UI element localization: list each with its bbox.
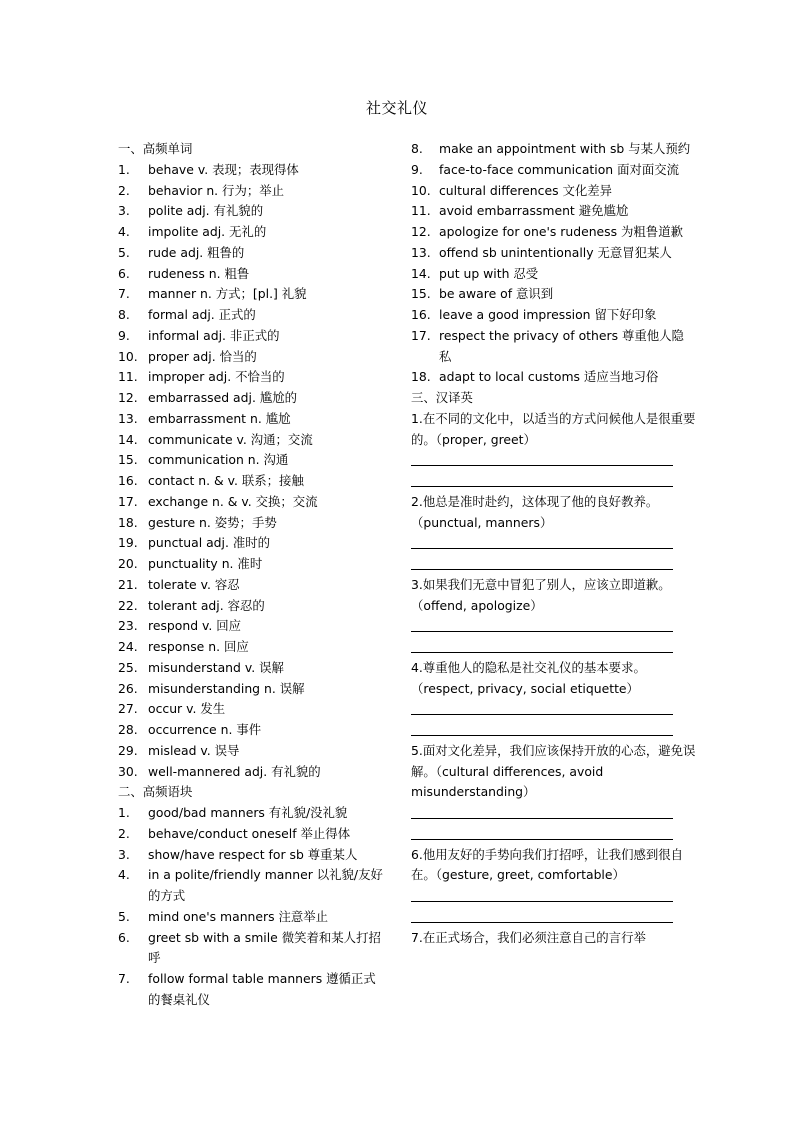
left-column	[118, 139, 388, 1011]
item-text: make an appointment with sb 与某人预约	[439, 141, 691, 156]
answer-line[interactable]	[411, 533, 673, 554]
item-number: 22.	[118, 597, 138, 613]
item-text: well-mannered adj. 有礼貌的	[148, 763, 321, 779]
item-text: mind one's manners 注意举止	[148, 908, 329, 924]
item-number: 15.	[411, 286, 431, 302]
item-text: proper adj. 恰当的	[148, 348, 257, 364]
vocab-item	[118, 201, 388, 222]
item-text: contact n. & v. 联系；接触	[148, 473, 304, 488]
item-number: 7.	[118, 971, 130, 986]
phrase-item	[118, 907, 388, 928]
vocab-item	[118, 679, 388, 700]
phrase-item	[411, 326, 696, 368]
item-text: misunderstand v. 误解	[148, 659, 284, 675]
answer-line[interactable]	[411, 720, 673, 741]
answer-line[interactable]	[411, 803, 673, 824]
vocab-item	[118, 741, 388, 762]
translation-question: 4.尊重他人的隐私是社交礼仪的基本要求。（respect, privacy, social etiquette）	[411, 659, 646, 696]
item-text: rudeness n. 粗鲁	[148, 265, 250, 281]
item-text: improper adj. 不恰当的	[148, 369, 285, 385]
vocab-item	[118, 409, 388, 430]
item-number: 1.	[118, 161, 130, 177]
section-1-heading: 一、高频单词	[118, 141, 193, 156]
item-number: 6.	[118, 265, 130, 281]
phrase-item	[118, 824, 388, 845]
vocab-item	[118, 658, 388, 679]
item-text: leave a good impression 留下好印象	[439, 307, 657, 322]
item-text: follow formal table manners 遵循正式的餐桌礼仪	[148, 971, 376, 1007]
vocab-item	[118, 575, 388, 596]
item-number: 10.	[118, 348, 138, 364]
item-number: 11.	[118, 369, 138, 385]
answer-line[interactable]	[411, 637, 673, 658]
item-text: manner n. 方式；[pl.] 礼貌	[148, 286, 307, 302]
item-text: face-to-face communication 面对面交流	[439, 161, 680, 177]
item-number: 21.	[118, 576, 138, 592]
item-number: 17.	[118, 493, 138, 509]
item-text: punctuality n. 准时	[148, 556, 263, 571]
item-text: response n. 回应	[148, 639, 249, 654]
answer-line[interactable]	[411, 699, 673, 720]
item-number: 20.	[118, 556, 138, 571]
item-number: 4.	[118, 867, 130, 883]
vocab-item	[118, 181, 388, 202]
phrase-list-part1	[118, 803, 388, 1011]
item-number: 5.	[118, 908, 130, 924]
item-number: 8.	[118, 307, 130, 322]
item-number: 27.	[118, 701, 138, 717]
item-text: misunderstanding n. 误解	[148, 680, 305, 696]
item-number: 8.	[411, 141, 423, 156]
phrase-item	[411, 201, 696, 222]
answer-line[interactable]	[411, 554, 673, 575]
vocab-item	[118, 720, 388, 741]
item-text: formal adj. 正式的	[148, 307, 256, 322]
vocab-item	[118, 699, 388, 720]
item-number: 6.	[118, 929, 130, 945]
item-number: 3.	[118, 846, 130, 862]
answer-line[interactable]	[411, 450, 673, 471]
item-number: 14.	[411, 265, 431, 281]
phrase-item	[411, 222, 696, 243]
item-number: 10.	[411, 182, 431, 198]
phrase-item	[118, 803, 388, 824]
translation-question: 1.在不同的文化中，以适当的方式问候他人是很重要的。（proper, greet）	[411, 410, 696, 447]
item-number: 9.	[411, 161, 423, 177]
item-number: 5.	[118, 244, 130, 260]
vocab-item	[118, 513, 388, 534]
item-text: communication n. 沟通	[148, 452, 289, 468]
vocab-item	[118, 243, 388, 264]
item-number: 23.	[118, 618, 138, 634]
item-number: 17.	[411, 327, 431, 343]
item-number: 3.	[118, 203, 130, 219]
item-text: avoid embarrassment 避免尴尬	[439, 203, 629, 219]
phrase-item	[118, 845, 388, 866]
phrase-item	[411, 367, 696, 388]
vocab-item	[118, 388, 388, 409]
item-text: embarrassment n. 尴尬	[148, 410, 291, 426]
item-number: 2.	[118, 182, 130, 198]
item-number: 16.	[411, 307, 431, 322]
vocab-item	[118, 264, 388, 285]
item-number: 29.	[118, 742, 138, 758]
phrase-item	[411, 305, 696, 326]
phrase-item	[118, 865, 388, 907]
item-number: 30.	[118, 763, 138, 779]
vocab-item	[118, 596, 388, 617]
item-number: 15.	[118, 452, 138, 468]
vocab-item	[118, 222, 388, 243]
item-number: 12.	[411, 224, 431, 239]
item-text: occurrence n. 事件	[148, 722, 262, 737]
item-number: 25.	[118, 659, 138, 675]
item-number: 28.	[118, 722, 138, 737]
item-text: occur v. 发生	[148, 701, 226, 717]
translation-questions	[411, 409, 696, 949]
item-text: respond v. 回应	[148, 618, 242, 634]
translation-question: 2.他总是准时赴约，这体现了他的良好教养。（punctual, manners）	[411, 493, 659, 530]
phrase-item	[118, 928, 388, 970]
vocab-item	[118, 347, 388, 368]
item-text: communicate v. 沟通；交流	[148, 431, 313, 447]
item-text: behave v. 表现；表现得体	[148, 161, 299, 177]
item-number: 13.	[411, 244, 431, 260]
item-text: greet sb with a smile 微笑着和某人打招呼	[148, 929, 381, 966]
page-title: 社交礼仪	[365, 99, 428, 117]
item-text: respect the privacy of others 尊重他人隐私	[439, 327, 684, 364]
item-text: polite adj. 有礼貌的	[148, 203, 264, 219]
vocab-item	[118, 367, 388, 388]
item-text: behavior n. 行为；举止	[148, 182, 285, 198]
item-text: tolerant adj. 容忍的	[148, 597, 265, 613]
phrase-item	[411, 160, 696, 181]
vocab-item	[118, 762, 388, 783]
answer-line[interactable]	[411, 471, 673, 492]
item-text: tolerate v. 容忍	[148, 576, 240, 592]
item-number: 9.	[118, 327, 130, 343]
vocab-item	[118, 533, 388, 554]
item-number: 1.	[118, 805, 130, 820]
phrase-item	[411, 243, 696, 264]
vocab-item	[118, 450, 388, 471]
item-number: 4.	[118, 224, 130, 239]
translation-question: 7.在正式场合，我们必须注意自己的言行举	[411, 929, 646, 945]
item-number: 12.	[118, 390, 138, 405]
vocab-item	[118, 160, 388, 181]
item-number: 13.	[118, 410, 138, 426]
vocabulary-list	[118, 160, 388, 783]
vocab-item	[118, 616, 388, 637]
item-text: gesture n. 姿势；手势	[148, 514, 277, 530]
translation-question: 6.他用友好的手势向我们打招呼，让我们感到很自在。（gesture, greet, comfortable）	[411, 846, 684, 883]
vocab-item	[118, 430, 388, 451]
vocab-item	[118, 637, 388, 658]
item-number: 11.	[411, 203, 431, 219]
item-text: cultural differences 文化差异	[439, 182, 613, 198]
item-number: 16.	[118, 473, 138, 488]
vocab-item	[118, 284, 388, 305]
answer-line[interactable]	[411, 886, 673, 907]
item-text: embarrassed adj. 尴尬的	[148, 390, 298, 405]
phrase-item	[118, 969, 388, 1011]
item-number: 18.	[411, 369, 431, 385]
item-text: put up with 忍受	[439, 265, 539, 281]
translation-question: 3.如果我们无意中冒犯了别人，应该立即道歉。（offend, apologize）	[411, 576, 671, 613]
section-2-heading: 二、高频语块	[118, 784, 193, 800]
item-text: good/bad manners 有礼貌/没礼貌	[148, 805, 348, 820]
vocab-item	[118, 554, 388, 575]
item-text: behave/conduct oneself 举止得体	[148, 825, 351, 841]
vocab-item	[118, 492, 388, 513]
item-text: mislead v. 误导	[148, 742, 240, 758]
item-text: impolite adj. 无礼的	[148, 224, 267, 239]
answer-line[interactable]	[411, 907, 673, 928]
item-text: adapt to local customs 适应当地习俗	[439, 369, 659, 385]
item-text: be aware of 意识到	[439, 286, 554, 302]
vocab-item	[118, 471, 388, 492]
item-number: 24.	[118, 639, 138, 654]
item-number: 7.	[118, 286, 130, 302]
item-number: 19.	[118, 535, 138, 551]
phrase-item	[411, 139, 696, 160]
phrase-item	[411, 284, 696, 305]
item-number: 18.	[118, 514, 138, 530]
section-3-heading: 三、汉译英	[411, 390, 473, 405]
item-text: punctual adj. 准时的	[148, 535, 271, 551]
item-text: exchange n. & v. 交换；交流	[148, 493, 318, 509]
translation-question: 5.面对文化差异，我们应该保持开放的心态，避免误解。（cultural differences, avoid misunderstanding）	[411, 742, 696, 800]
item-text: show/have respect for sb 尊重某人	[148, 846, 358, 862]
item-text: offend sb unintentionally 无意冒犯某人	[439, 244, 672, 260]
vocab-item	[118, 326, 388, 347]
answer-line[interactable]	[411, 616, 673, 637]
item-text: rude adj. 粗鲁的	[148, 244, 245, 260]
item-text: informal adj. 非正式的	[148, 327, 280, 343]
item-text: apologize for one's rudeness 为粗鲁道歉	[439, 224, 683, 239]
item-number: 26.	[118, 680, 138, 696]
answer-line[interactable]	[411, 824, 673, 845]
item-number: 14.	[118, 431, 138, 447]
phrase-item	[411, 264, 696, 285]
item-number: 2.	[118, 825, 130, 841]
vocab-item	[118, 305, 388, 326]
phrase-list-part2	[411, 139, 696, 388]
phrase-item	[411, 181, 696, 202]
right-column	[411, 139, 696, 948]
item-text: in a polite/friendly manner 以礼貌/友好的方式	[148, 867, 383, 903]
